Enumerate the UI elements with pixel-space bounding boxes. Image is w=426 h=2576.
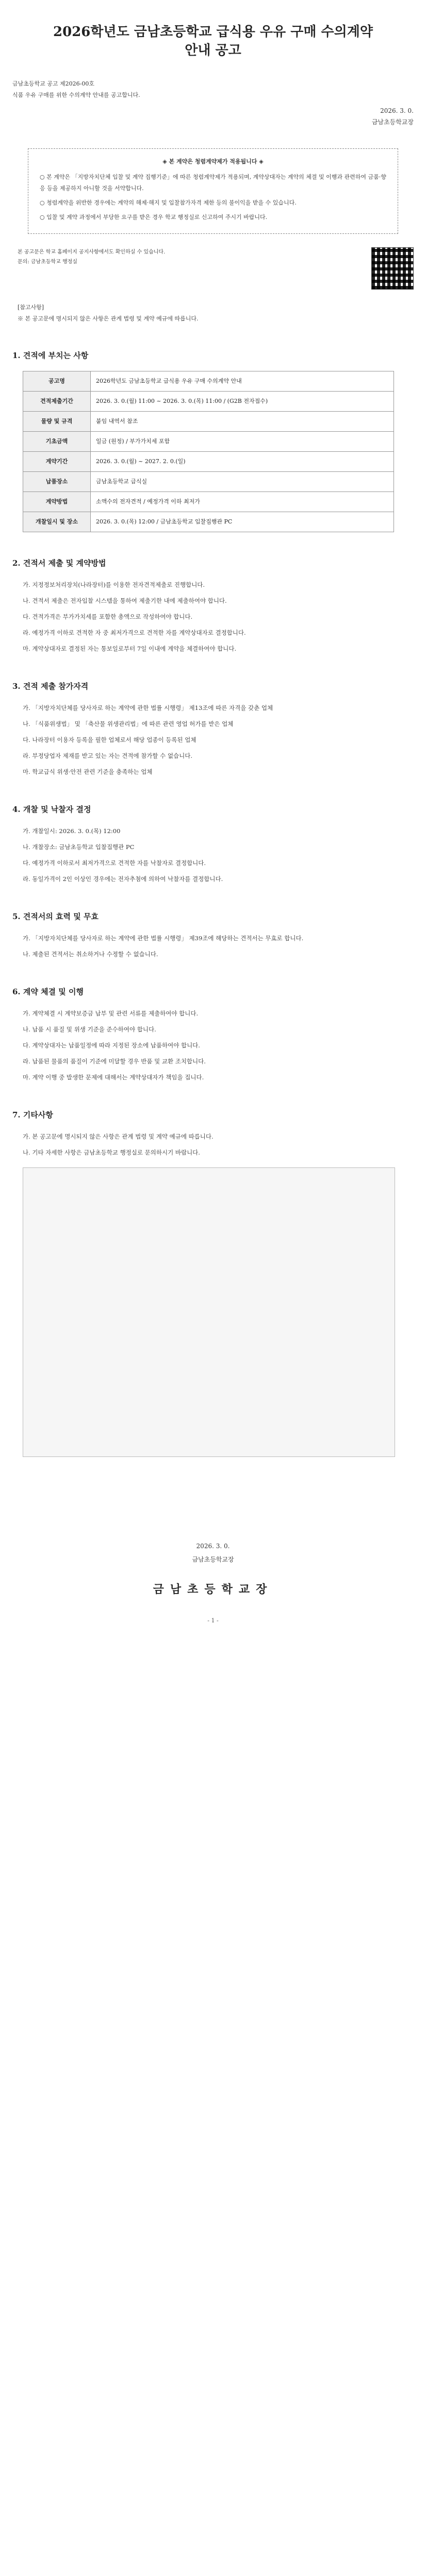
reference-heading: [참고사항] [18, 304, 44, 311]
section-heading: 3. 견적 제출 참가자격 [12, 682, 89, 691]
table-label-cell: 물량 및 규격 [23, 412, 91, 432]
qr-block [18, 247, 414, 290]
meta-line: 식품 우유 구매를 위한 수의계약 안내를 공고합니다. [12, 92, 140, 98]
section-heading: 4. 개찰 및 낙찰자 결정 [12, 805, 91, 814]
section [12, 557, 414, 655]
section [12, 680, 414, 778]
table-label-cell: 개찰일시 및 장소 [23, 512, 91, 532]
notice-paragraphs [40, 172, 386, 223]
section-paragraph: 가. 「지방자치단체를 당사자로 하는 계약에 관한 법률 시행령」 제39조에 해당하는 견적서는 무효로 합니다. [23, 935, 304, 942]
meta-line: 금남초등학교 공고 제2026-00호 [12, 80, 94, 87]
reference-line: ※ 본 공고문에 명시되지 않은 사항은 관계 법령 및 계약 예규에 따릅니다. [18, 315, 199, 322]
table-value-cell: 2026학년도 금남초등학교 급식용 우유 구매 수의계약 안내 [91, 371, 394, 392]
section-paragraph: 가. 본 공고문에 명시되지 않은 사항은 관계 법령 및 계약 예규에 따릅니다. [23, 1133, 214, 1140]
notice-paragraph: ○ 입찰 및 계약 과정에서 부당한 요구를 받은 경우 학교 행정실로 신고하여 주시기 바랍니다. [40, 214, 268, 221]
closing-block [12, 1539, 414, 1566]
table-row [23, 412, 394, 432]
section [12, 349, 414, 532]
section-heading: 7. 기타사항 [12, 1110, 53, 1120]
document-title [12, 23, 414, 60]
table-value-cell: 붙임 내역서 참조 [91, 412, 394, 432]
section-paragraph: 가. 「지방자치단체를 당사자로 하는 계약에 관한 법률 시행령」 제13조에 따른 자격을 갖춘 업체 [23, 704, 273, 711]
table-row [23, 472, 394, 492]
table-value-cell: 금남초등학교 급식실 [91, 472, 394, 492]
section-paragraph: 다. 나라장터 이용자 등록을 필한 업체로서 해당 업종이 등록된 업체 [23, 736, 196, 743]
table-label-cell: 기초금액 [23, 432, 91, 452]
section-paragraph: 나. 기타 자세한 사항은 금남초등학교 행정실로 문의하시기 바랍니다. [23, 1149, 200, 1156]
section-paragraph: 나. 납품 시 품질 및 위생 기준을 준수하여야 합니다. [23, 1026, 156, 1033]
title-line-1: 2026학년도 금남초등학교 급식용 우유 구매 수의계약 [53, 24, 373, 40]
table-label-cell: 납품장소 [23, 472, 91, 492]
section-paragraph: 다. 견적가격은 부가가치세를 포함한 총액으로 작성하여야 합니다. [23, 613, 193, 620]
qr-text-line: 문의: 금남초등학교 행정실 [18, 259, 77, 265]
meta-date: 2026. 3. 0. [380, 107, 414, 114]
section-paragraph: 라. 부정당업자 제재를 받고 있는 자는 견적에 참가할 수 없습니다. [23, 752, 193, 759]
table-row [23, 432, 394, 452]
section-paragraph: 나. 개찰장소: 금남초등학교 입찰집행관 PC [23, 843, 135, 851]
integrity-notice-box [28, 148, 398, 234]
notice-paragraph: ○ 본 계약은 「지방자치단체 입찰 및 계약 집행기준」에 따른 청렴계약제가 적용되며, 계약상대자는 계약의 체결 및 이행과 관련하여 금품·향응 등을 제공하지 아니할 것을 서약합니다. [40, 174, 386, 192]
qr-text-line: 본 공고문은 학교 홈페이지 공지사항에서도 확인하실 수 있습니다. [18, 249, 166, 255]
table-label-cell: 공고명 [23, 371, 91, 392]
section-paragraph: 가. 지정정보처리장치(나라장터)를 이용한 전자견적제출로 진행합니다. [23, 581, 205, 588]
table-value-cell: 일금 (원정) / 부가가치세 포함 [91, 432, 394, 452]
table-row [23, 492, 394, 512]
page-number: - 1 - [207, 1617, 219, 1624]
table-row [23, 512, 394, 532]
reference-notes [18, 302, 414, 325]
section-paragraph: 라. 납품된 물품의 품질이 기준에 미달할 경우 반품 및 교환 조치합니다. [23, 1058, 206, 1065]
overview-table [23, 371, 394, 532]
section-paragraph: 나. 「식품위생법」 및 「축산물 위생관리법」에 따른 관련 영업 허가를 받은 업체 [23, 720, 234, 727]
table-row [23, 452, 394, 472]
table-value-cell: 소액수의 전자견적 / 예정가격 이하 최저가 [91, 492, 394, 512]
closing-date: 2026. 3. 0. [196, 1543, 230, 1550]
section-paragraph: 나. 견적서 제출은 전자입찰 시스템을 통하여 제출기한 내에 제출하여야 합니다. [23, 597, 227, 604]
sections-container [12, 349, 414, 1159]
section-paragraph: 마. 학교급식 위생·안전 관련 기준을 충족하는 업체 [23, 768, 153, 775]
section-paragraph: 가. 개찰일시: 2026. 3. 0.(목) 12:00 [23, 827, 121, 835]
qr-text [18, 247, 363, 267]
section-paragraph: 가. 계약체결 시 계약보증금 납부 및 관련 서류를 제출하여야 합니다. [23, 1010, 199, 1017]
section [12, 986, 414, 1084]
title-line-2: 안내 공고 [185, 43, 241, 58]
notice-paragraph: ○ 청렴계약을 위반한 경우에는 계약의 해제·해지 및 입찰참가자격 제한 등의 불이익을 받을 수 있습니다. [40, 199, 297, 206]
section-heading: 1. 견적에 부치는 사항 [12, 351, 89, 360]
section-paragraph: 마. 계약 이행 중 발생한 문제에 대해서는 계약상대자가 책임을 집니다. [23, 1074, 204, 1081]
section-paragraph: 라. 예정가격 이하로 견적한 자 중 최저가격으로 견적한 자를 계약상대자로 결정합니다. [23, 629, 246, 636]
notice-title: ◈ 본 계약은 청렴계약제가 적용됩니다 ◈ [162, 158, 264, 165]
meta-org: 금남초등학교장 [371, 118, 414, 126]
organization-name: 금남초등학교장 [153, 1583, 273, 1596]
section [12, 910, 414, 961]
table-label-cell: 계약기간 [23, 452, 91, 472]
table-value-cell: 2026. 3. 0.(목) 12:00 / 금남초등학교 입찰집행관 PC [91, 512, 394, 532]
section [12, 803, 414, 886]
section-paragraph: 다. 계약상대자는 납품일정에 따라 지정된 장소에 납품하여야 합니다. [23, 1042, 200, 1049]
table-value-cell: 2026. 3. 0.(월) 11:00 ~ 2026. 3. 0.(목) 11:00 / (G2B 전자접수) [91, 392, 394, 412]
section-paragraph: 나. 제출된 견적서는 취소하거나 수정할 수 없습니다. [23, 951, 158, 958]
section-heading: 6. 계약 체결 및 이행 [12, 987, 84, 996]
section-paragraph: 라. 동일가격이 2인 이상인 경우에는 전자추첨에 의하여 낙찰자를 결정합니다. [23, 875, 223, 883]
table-label-cell: 견적제출기간 [23, 392, 91, 412]
meta-block [12, 78, 414, 101]
meta-right [12, 105, 414, 128]
table-row [23, 371, 394, 392]
qr-code-icon[interactable] [371, 247, 414, 290]
section [12, 1109, 414, 1159]
attached-figure [23, 1167, 395, 1457]
table-label-cell: 계약방법 [23, 492, 91, 512]
section-paragraph: 마. 계약상대자로 결정된 자는 통보일로부터 7일 이내에 계약을 체결하여야 합니다. [23, 645, 237, 652]
closing-org: 금남초등학교장 [192, 1556, 234, 1563]
section-paragraph: 다. 예정가격 이하로서 최저가격으로 견적한 자를 낙찰자로 결정합니다. [23, 859, 206, 867]
section-heading: 5. 견적서의 효력 및 무효 [12, 912, 99, 921]
table-row [23, 392, 394, 412]
document-page [12, 12, 414, 1624]
table-value-cell: 2026. 3. 0.(월) ~ 2027. 2. 0.(일) [91, 452, 394, 472]
section-heading: 2. 견적서 제출 및 계약방법 [12, 558, 106, 568]
